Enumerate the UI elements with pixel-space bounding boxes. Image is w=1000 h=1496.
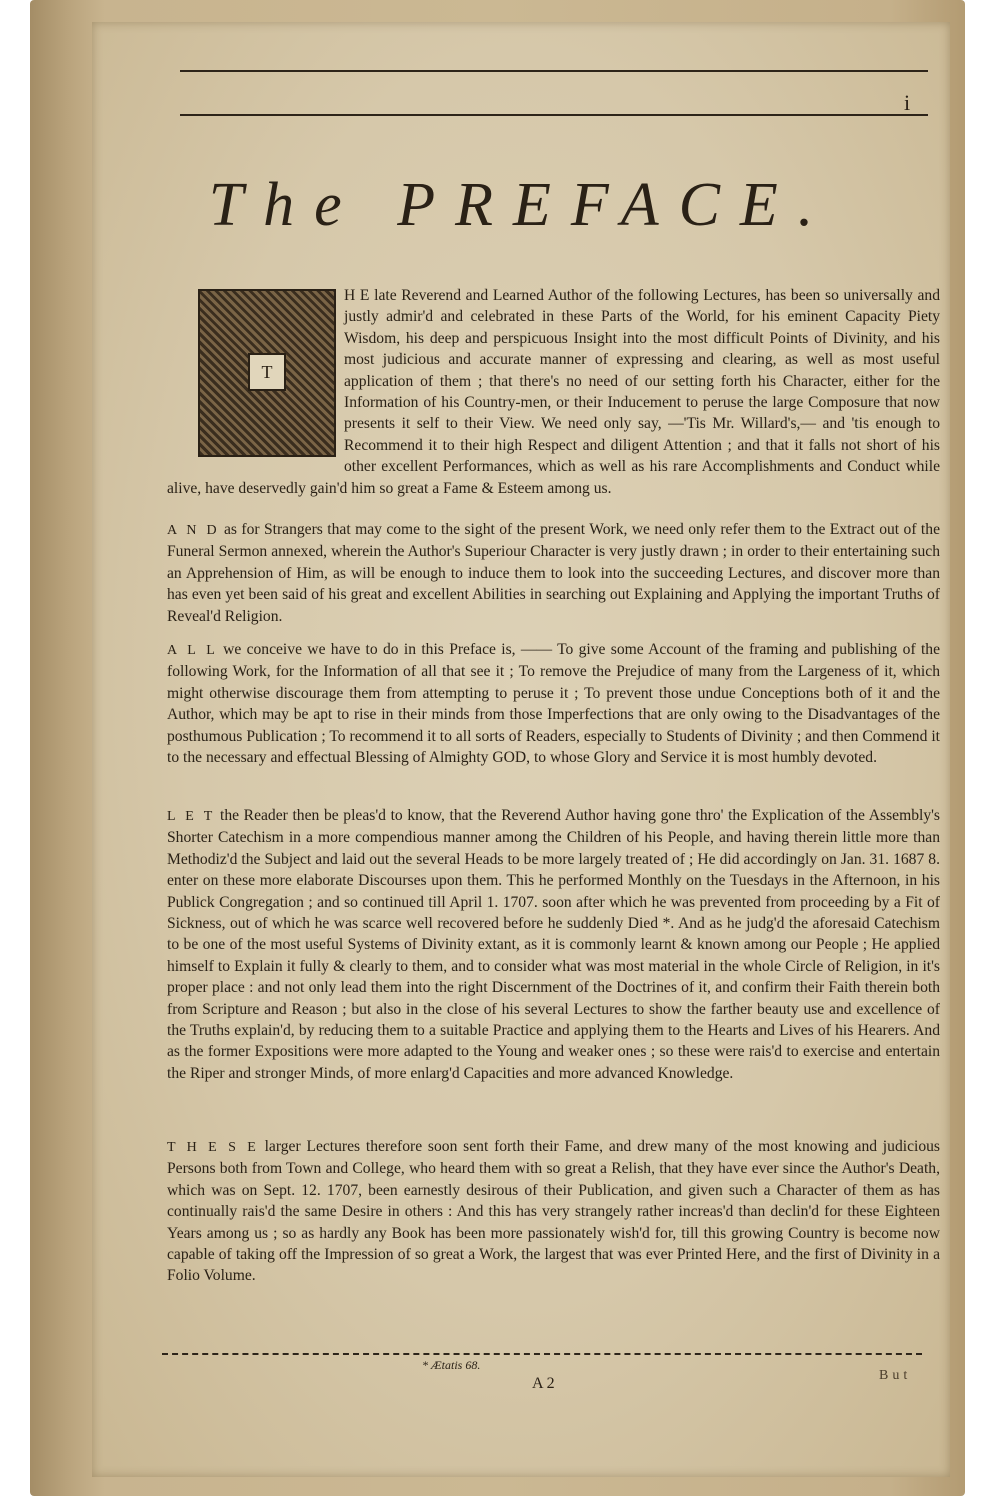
paragraph-2-text: as for Strangers that may come to the sight of the present Work, we need only refer them to the Extract out of the Funeral Sermon annexed, wherein the Author's Superiour Character is very justly drawn ; in order to their entertaining such an Apprehension of Him, as will be enough to induce them to look into the succeeding Lectures, and discover more than has even yet been said of his great and excellent Abilities in searching out Explaining and Applying the important Truths of Reveal'd Religion.: [167, 521, 940, 625]
page-title: The PREFACE.: [208, 171, 834, 239]
page: [92, 22, 950, 1477]
book-photo-background: [30, 0, 965, 1496]
catchword: But: [879, 1368, 912, 1383]
footnote: * Ætatis 68.: [422, 1358, 481, 1372]
page-number: i: [904, 90, 911, 115]
paragraph-4-lead: L E T: [167, 809, 216, 824]
header-rule-top: [180, 70, 928, 72]
paragraph-3-text: we conceive we have to do in this Preface is, —— To give some Account of the framing and publishing of the following Work, for the Information of all that see it ; To remove the Prejudice of many from the Largeness of it, which might otherwise discourage them from attempting to peruse it ; To prevent those undue Conceptions both of it and the Author, which may be apt to rise in their minds from those Imperfections that are only owing to the Disadvantages of the posthumous Publication ; To recommend it to all sorts of Readers, especially to Students of Divinity ; and then Commend it to the necessary and effectual Blessing of Almighty GOD, to whose Glory and Service it is most humbly devoted.: [167, 641, 941, 767]
footnote-rule: [162, 1353, 922, 1355]
paragraph-4: [167, 805, 940, 1084]
paragraph-1: [167, 285, 940, 499]
paragraph-4-text: the Reader then be pleas'd to know, that the Reverend Author having gone thro' the Explication of the Assembly's Shorter Catechism in a more compendious manner among the Children of his People, and having therein little more than Methodiz'd the Subject and laid out the several Heads to be more largely treated of ; He did accordingly on Jan. 31. 1687 8. enter on these more elaborate Discourses upon them. This he performed Monthly on the Tuesdays in the Afternoon, in his Publick Congregation ; and so continued till April 1. 1707. soon after which he was prevented from proceeding by a Fit of Sickness, out of which he was scarce well recovered before he suddenly Died *. And as he judg'd the aforesaid Catechism to be one of the most useful Systems of Divinity extant, as it is commonly learnt & known among our People ; He applied himself to Explain it fully & clearly to them, and to consider what was most material in the whole Circle of Religion, in it's proper place : and not only lead them into the right Discernment of the Doctrines of it, and confirm their Faith therein both from Scripture and Reason ; but also in the close of his several Lectures to show the farther beauty use and excellence of the Truths explain'd, by reducing them to a suitable Practice and applying them to the Hearts and Lives of his Hearers. And as the former Expositions were more adapted to the Young and weaker ones ; so these were rais'd to exercise and entertain the Riper and stronger Minds, of more enlarg'd Capacities and more advanced Knowledge.: [167, 807, 941, 1082]
header-rule-bottom: [180, 114, 928, 116]
drop-cap-spacer: [167, 285, 344, 457]
paragraph-2: [167, 519, 940, 627]
paragraph-2-lead: A N D: [167, 523, 220, 538]
drop-cap-letter: T: [248, 353, 286, 391]
paragraph-3-lead: A L L: [167, 643, 218, 658]
paragraph-5-text: larger Lectures therefore soon sent forth their Fame, and drew many of the most knowing and judicious Persons both from Town and College, who heard them with so great a Relish, that they have ever since the Author's Death, which was on Sept. 12. 1707, been earnestly desirous of their Publication, and given such a Character of them as has continually rais'd the same Desire in others : And this has very strangely rather increas'd than declin'd for these Eighteen Years among us ; so as hardly any Book has been more passionately wish'd for, till this growing Country is become now capable of taking off the Impression of so great a Work, the largest that was ever Printed Here, and the first of Divinity in a Folio Volume.: [167, 1138, 940, 1285]
paragraph-5-lead: T H E S E: [167, 1140, 259, 1155]
signature-mark: A 2: [532, 1375, 555, 1392]
paragraph-1-text: H E late Reverend and Learned Author of the following Lectures, has been so universally and justly admir'd and celebrated in these Parts of the World, for his eminent Capacity Piety Wisdom, his deep and perspicuous Insight into the most difficult Points of Divinity, and his most judicious and accurate manner of expressing and clearing, as well as most useful application of them ; that there's no need of our setting forth his Character, either for the Information of his Country-men, or their Inducement to peruse the large Composure that now presents it self to their View. We need only say, —'Tis Mr. Willard's,— and 'tis enough to Recommend it to their high Respect and diligent Attention ; and that it falls not short of his other excellent Performances, which as well as his rare Accomplishments and Conduct while alive, have deservedly gain'd him so great a Fame & Esteem among us.: [167, 287, 940, 497]
paragraph-5: [167, 1136, 940, 1287]
paragraph-3: [167, 639, 940, 768]
